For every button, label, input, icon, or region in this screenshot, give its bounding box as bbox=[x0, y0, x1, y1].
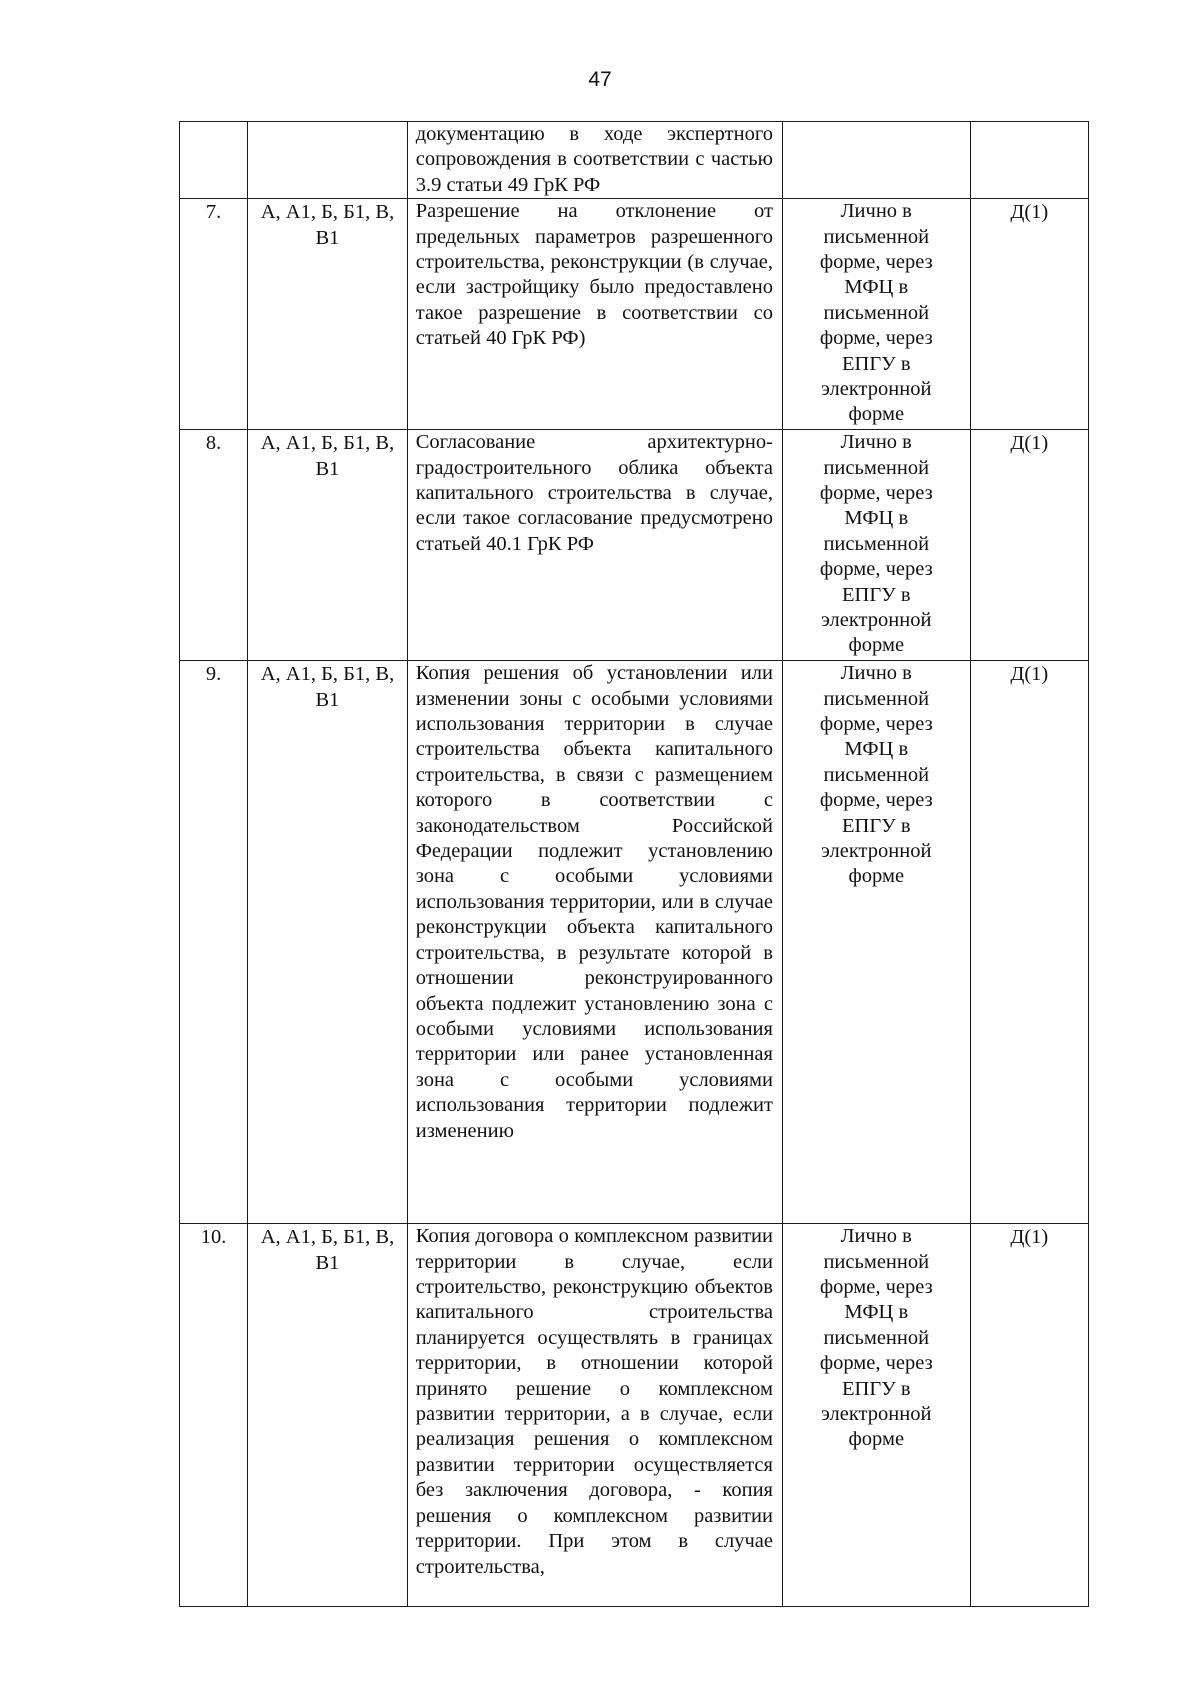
submission-cell bbox=[782, 1224, 970, 1607]
submission-cell bbox=[782, 199, 970, 430]
row-number: 10. bbox=[200, 1226, 227, 1249]
requirements-table bbox=[179, 121, 1089, 1607]
row-number: 7. bbox=[205, 201, 222, 224]
row-number: 9. bbox=[205, 663, 222, 686]
row-description: Разрешение на отклонение от предельных параметров разрешенного строительства, реконструкции (в случае, если застройщику было предоставлено такое разрешение в соответствии со статьей 40 ГрК РФ) bbox=[415, 200, 773, 350]
description-cell bbox=[407, 661, 782, 1224]
row-categories: А, А1, Б, Б1, В, В1 bbox=[260, 201, 395, 249]
row-submission-method: Лично в письменной форме, через МФЦ в письменной форме, через ЕПГУ в электронной форме bbox=[819, 662, 933, 888]
code-cell bbox=[970, 199, 1088, 430]
submission-cell bbox=[782, 122, 970, 199]
description-cell bbox=[407, 1224, 782, 1607]
row-submission-method: Лично в письменной форме, через МФЦ в письменной форме, через ЕПГУ в электронной форме bbox=[819, 200, 933, 426]
row-code: Д(1) bbox=[1010, 201, 1049, 224]
code-cell bbox=[970, 1224, 1088, 1607]
row-submission-method: Лично в письменной форме, через МФЦ в письменной форме, через ЕПГУ в электронной форме bbox=[819, 1225, 933, 1451]
code-cell bbox=[970, 430, 1088, 661]
row-categories: А, А1, Б, Б1, В, В1 bbox=[260, 663, 395, 711]
row-number-cell bbox=[180, 1224, 248, 1607]
table-row bbox=[180, 1224, 1089, 1607]
row-code bbox=[971, 122, 1088, 123]
code-cell bbox=[970, 122, 1088, 199]
row-categories: А, А1, Б, Б1, В, В1 bbox=[260, 432, 395, 480]
description-cell bbox=[407, 199, 782, 430]
code-cell bbox=[970, 661, 1088, 1224]
row-number bbox=[180, 122, 247, 123]
table-row bbox=[180, 430, 1089, 661]
row-submission-method: Лично в письменной форме, через МФЦ в письменной форме, через ЕПГУ в электронной форме bbox=[819, 431, 933, 657]
row-number-cell bbox=[180, 199, 248, 430]
submission-cell bbox=[782, 661, 970, 1224]
categories-cell bbox=[248, 122, 408, 199]
table-row bbox=[180, 122, 1089, 199]
row-number-cell bbox=[180, 122, 248, 199]
row-description: Согласование архитектурно-градостроительного облика объекта капитального строительства в случае, если такое согласование предусмотрено статьей 40.1 ГрК РФ bbox=[415, 431, 773, 555]
row-description: Копия договора о комплексном развитии территории в случае, если строительство, реконструкцию объектов капитального строительства планируется осуществлять в границах территории, в отношении которой принято решение о комплексном развитии территории, а в случае, если реализация решения о комплексном развитии территории осуществляется без заключения договора, - копия решения о комплексном развитии территории. При этом в случае строительства, bbox=[415, 1225, 773, 1578]
row-number-cell bbox=[180, 661, 248, 1224]
submission-cell bbox=[782, 430, 970, 661]
row-description: Копия решения об установлении или изменении зоны с особыми условиями использования территории в случае строительства объекта капитального строительства, в связи с размещением которого в соответствии с законодательством Российской Федерации подлежит установлению зона с особыми условиями использования территории, или в случае реконструкции объекта капитального строительства, в результате которой в отношении реконструированного объекта подлежит установлению зона с особыми условиями использования территории или ранее установленная зона с особыми условиями использования территории подлежит изменению bbox=[415, 662, 773, 1142]
row-number: 8. bbox=[205, 432, 222, 455]
row-number-cell bbox=[180, 430, 248, 661]
description-cell bbox=[407, 122, 782, 199]
page-number: 47 bbox=[588, 68, 612, 91]
table-row bbox=[180, 661, 1089, 1224]
categories-cell bbox=[248, 199, 408, 430]
row-description: документацию в ходе экспертного сопровождения в соответствии с частью 3.9 статьи 49 ГрК РФ bbox=[415, 123, 773, 196]
row-categories: А, А1, Б, Б1, В, В1 bbox=[260, 1226, 395, 1274]
table-row bbox=[180, 199, 1089, 430]
row-code: Д(1) bbox=[1010, 432, 1049, 455]
categories-cell bbox=[248, 661, 408, 1224]
categories-cell bbox=[248, 430, 408, 661]
categories-cell bbox=[248, 1224, 408, 1607]
row-code: Д(1) bbox=[1010, 1226, 1049, 1249]
description-cell bbox=[407, 430, 782, 661]
row-code: Д(1) bbox=[1010, 663, 1049, 686]
row-categories bbox=[248, 122, 407, 123]
